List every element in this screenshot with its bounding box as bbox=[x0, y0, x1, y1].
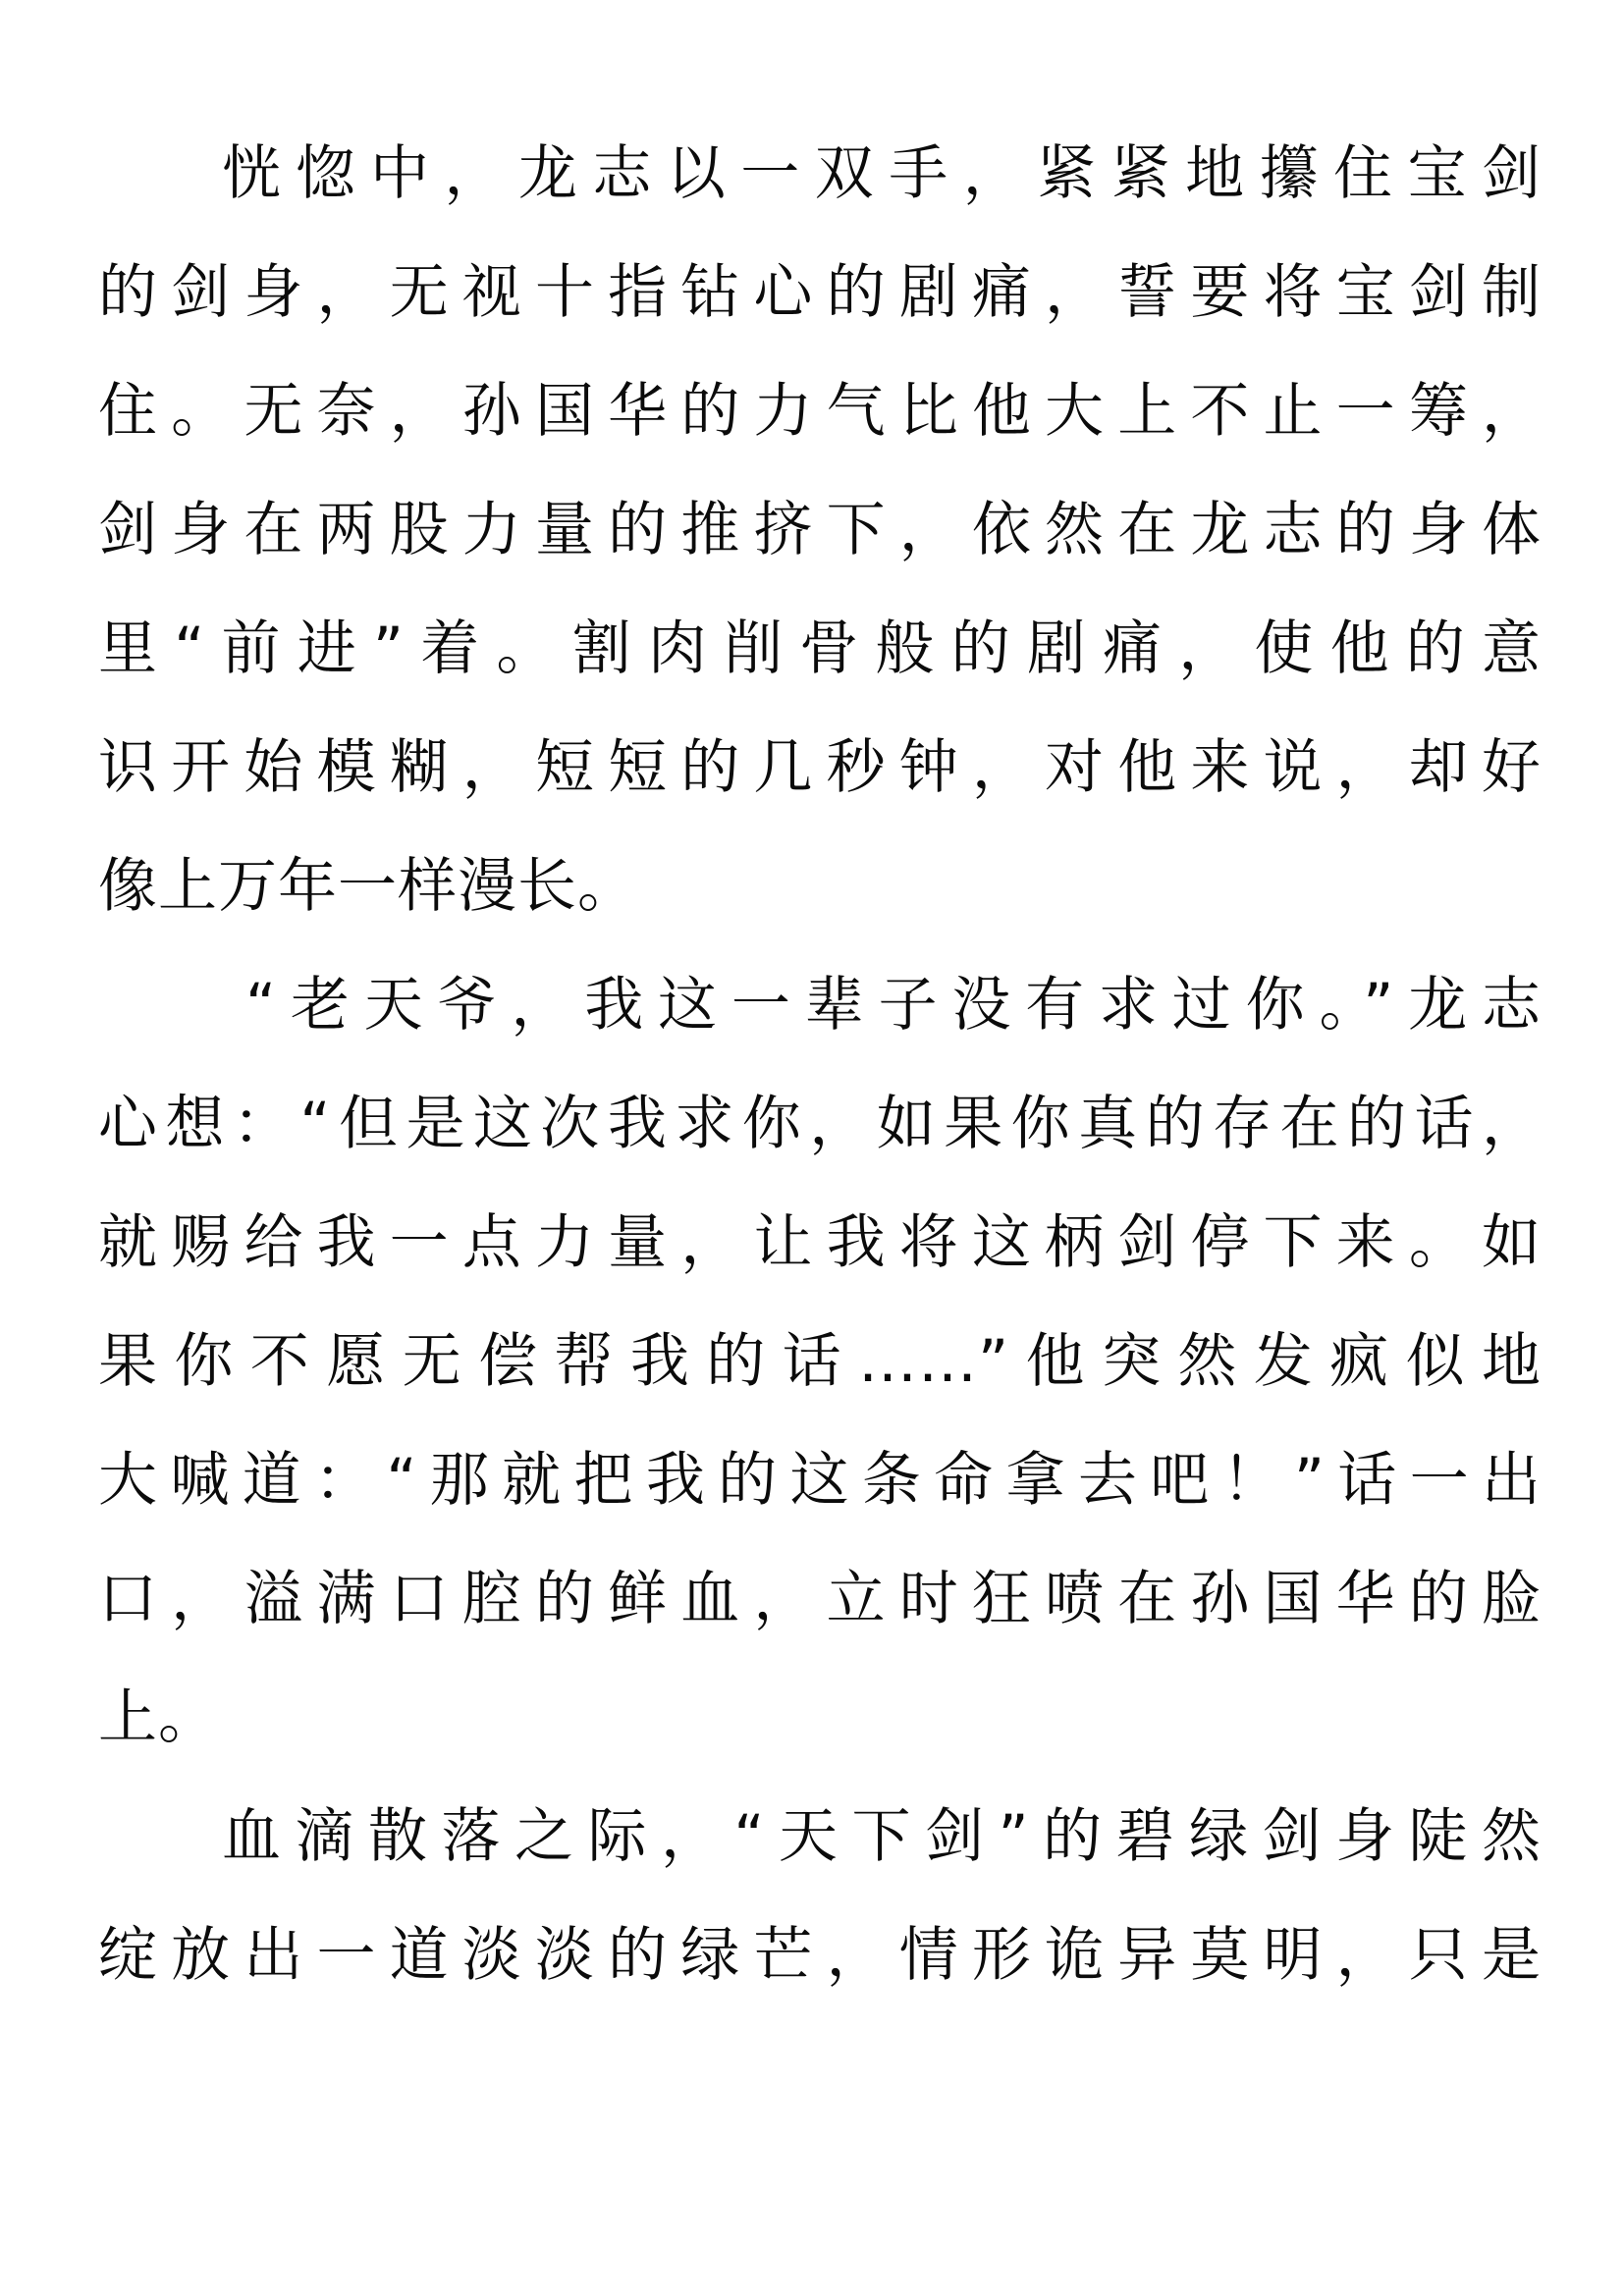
text-line: 恍惚中，龙志以一双手，紧紧地攥住宝剑 bbox=[222, 139, 1542, 208]
text-line: “老天爷，我这一辈子没有求过你。”龙志 bbox=[245, 971, 1542, 1040]
text-line: 里“前进”着。割肉削骨般的剧痛，使他的意 bbox=[98, 614, 1542, 683]
text-line: 的剑身，无视十指钻心的剧痛，誓要将宝剑制 bbox=[98, 258, 1542, 327]
text-line: 剑身在两股力量的推挤下，依然在龙志的身体 bbox=[98, 496, 1542, 564]
text-line: 大喊道：“那就把我的这条命拿去吧！”话一出 bbox=[98, 1446, 1542, 1515]
text-line: 识开始模糊，短短的几秒钟，对他来说，却好 bbox=[98, 733, 1542, 802]
text-line: 住。无奈，孙国华的力气比他大上不止一筹， bbox=[98, 377, 1542, 446]
text-line: 口，溢满口腔的鲜血，立时狂喷在孙国华的脸 bbox=[98, 1565, 1542, 1633]
text-line: 绽放出一道淡淡的绿芒，情形诡异莫明，只是 bbox=[98, 1921, 1542, 1990]
text-line: 心想：“但是这次我求你，如果你真的存在的话， bbox=[98, 1090, 1542, 1158]
text-line: 就赐给我一点力量，让我将这柄剑停下来。如 bbox=[98, 1208, 1542, 1277]
text-line: 像上万年一样漫长。 bbox=[98, 852, 637, 921]
text-line: 血滴散落之际，“天下剑”的碧绿剑身陡然 bbox=[222, 1802, 1542, 1871]
body-text bbox=[98, 126, 1542, 2026]
text-line: 上。 bbox=[98, 1683, 218, 1752]
text-line: 果你不愿无偿帮我的话……”他突然发疯似地 bbox=[98, 1327, 1542, 1396]
